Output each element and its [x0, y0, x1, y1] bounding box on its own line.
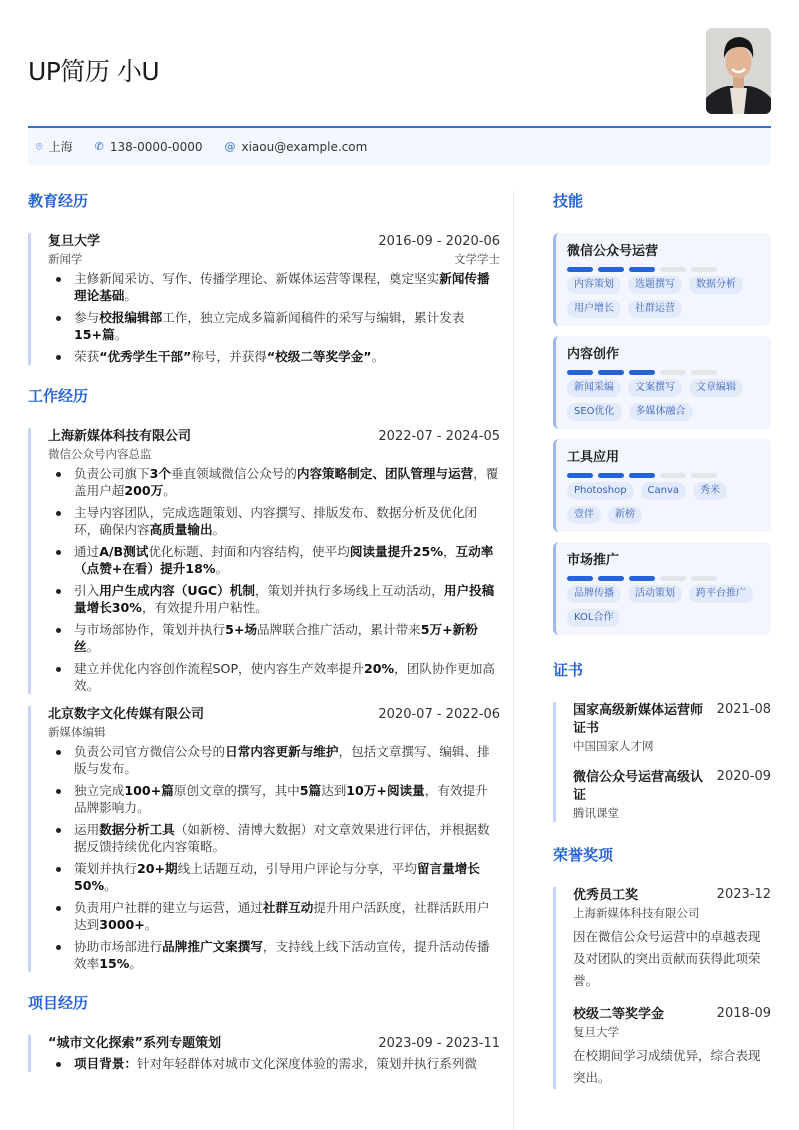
level-segment	[660, 576, 686, 581]
entry	[28, 1035, 500, 1072]
bold-text: 5+场	[225, 622, 258, 637]
item-issuer: 中国国家人才网	[573, 739, 654, 753]
entry-subheader	[48, 251, 500, 268]
skill-level-bar	[567, 267, 761, 272]
bold-text: “优秀学生干部”	[99, 349, 192, 364]
skill-tag: 选题撰写	[628, 276, 682, 294]
text: ，团队协作更加高效。	[74, 661, 495, 693]
bullet-list	[48, 1055, 500, 1072]
skill-tag: 壹伴	[567, 506, 601, 524]
section-title: 教育经历	[28, 192, 89, 210]
skill-tag: SEO优化	[567, 403, 622, 421]
entry-date: 2022-07 - 2024-05	[378, 429, 500, 444]
text: 负责用户社群的建立与运营，通过	[74, 900, 263, 915]
bold-text: 内容策略制定、团队管理与运营	[296, 466, 474, 481]
text: （如新榜、清博大数据）对文章效果进行评估，并根据数据反馈持续优化内容策略。	[74, 822, 490, 854]
entry-header	[48, 1035, 500, 1053]
skill-level-bar	[567, 370, 761, 375]
skill-tag: 内容策划	[567, 276, 621, 294]
level-segment	[691, 267, 717, 272]
level-segment	[691, 576, 717, 581]
bullet-item	[48, 465, 500, 499]
text: 原创文章的撰写，其中	[173, 783, 300, 798]
bold-text: 20+期	[136, 861, 178, 876]
bold-text: 5篇	[299, 783, 322, 798]
skill-tag: 新闻采编	[567, 379, 621, 397]
skill-tags	[567, 585, 761, 627]
bullet-item	[48, 860, 500, 894]
skill-tag: KOL合作	[567, 609, 620, 627]
bold-text: 项目背景：	[74, 1056, 137, 1071]
text: ，覆盖用户超	[74, 466, 499, 498]
level-segment	[629, 267, 655, 272]
skill-card	[553, 233, 771, 326]
bold-text: 15+篇	[74, 327, 115, 342]
award-item	[573, 1006, 771, 1089]
entry	[28, 233, 500, 365]
item-name: 校级二等奖学金	[573, 1007, 665, 1022]
section-title: 工作经历	[28, 387, 89, 405]
text: ，支持线上线下活动宣传，提升活动传播效率	[74, 939, 490, 971]
entry-date: 2020-07 - 2022-06	[378, 707, 500, 722]
bold-text: 用户生成内容（UGC）机制	[99, 583, 255, 598]
skill-tag: 用户增长	[567, 300, 621, 318]
text: 负责公司旗下	[74, 466, 150, 481]
entry-subheader	[48, 724, 500, 741]
level-segment	[567, 267, 593, 272]
resume-name: UP简历 小U	[28, 57, 160, 86]
level-segment	[629, 576, 655, 581]
bullet-item	[48, 899, 500, 933]
contact-bar	[28, 128, 771, 165]
level-segment	[598, 370, 624, 375]
text: 主导内容团队，完成选题策划、内容撰写、排版发布、数据分析及优化闭环，确保内容	[74, 505, 477, 537]
level-segment	[567, 370, 593, 375]
item-name: 优秀员工奖	[573, 888, 639, 903]
bold-text: 3000+	[99, 917, 145, 932]
level-segment	[567, 576, 593, 581]
bold-text: 社群互动	[262, 900, 314, 915]
text: 。	[114, 327, 128, 342]
bullet-list	[48, 270, 500, 365]
awards-section	[553, 844, 771, 1089]
item-header	[573, 769, 771, 805]
skill-name: 工具应用	[567, 450, 620, 465]
text: ，	[442, 544, 456, 559]
entry-name: 北京数字文化传媒有限公司	[48, 707, 205, 722]
item-header	[573, 887, 771, 905]
bullet-item	[48, 782, 500, 816]
bold-text: 留言量增长50%	[74, 861, 480, 893]
bullet-item	[48, 660, 500, 694]
left-column	[28, 190, 500, 1092]
item-description: 在校期间学习成绩优异，综合表现突出。	[573, 1048, 761, 1085]
text: 。	[215, 561, 229, 576]
bullet-item	[48, 743, 500, 777]
entry-name: “城市文化探索”系列专题策划	[48, 1036, 222, 1051]
entry	[28, 706, 500, 972]
award-item	[573, 887, 771, 992]
text: 荣获	[74, 349, 100, 364]
bold-text: 互动率（点赞+在看）提升18%	[74, 544, 494, 576]
bold-text: 品牌推广文案撰写	[162, 939, 263, 954]
item-date: 2021-08	[716, 702, 771, 717]
entry-date: 2023-09 - 2023-11	[378, 1036, 500, 1051]
text: 。	[124, 288, 137, 303]
skill-tag: 多媒体融合	[629, 403, 693, 421]
level-segment	[567, 473, 593, 478]
skill-card	[553, 336, 771, 429]
skill-tag: 品牌传播	[567, 585, 621, 603]
level-segment	[691, 473, 717, 478]
text: 独立完成	[74, 783, 125, 798]
phone-icon: ✆	[94, 140, 104, 153]
text: 线上话题互动，引导用户评论与分享，平均	[177, 861, 417, 876]
bold-text: 200万	[124, 483, 164, 498]
text: ，有效提升用户粘性。	[141, 600, 268, 615]
bold-text: 20%	[363, 661, 395, 676]
bullet-item	[48, 270, 500, 304]
level-segment	[660, 370, 686, 375]
skill-tag: 文案撰写	[628, 379, 682, 397]
entry-role: 新媒体编辑	[48, 725, 106, 739]
item-name: 国家高级新媒体运营师证书	[573, 703, 704, 736]
text: 通过	[74, 544, 100, 559]
bold-text: 3个	[149, 466, 171, 481]
certificate-item	[573, 769, 771, 822]
text: 提升用户活跃度，社群活跃用户达到	[74, 900, 490, 932]
text: 。	[129, 956, 142, 971]
text: 参与	[74, 310, 100, 325]
entry-subheader	[48, 446, 500, 463]
section-title: 证书	[553, 661, 584, 679]
skill-tag: 活动策划	[628, 585, 682, 603]
entry-header	[48, 233, 500, 251]
bold-text: 用户投稿量增长30%	[74, 583, 495, 615]
text: 主修新闻采访、写作、传播学理论、新媒体运营等课程，奠定坚实	[74, 271, 440, 286]
bullet-item	[48, 504, 500, 538]
level-segment	[629, 473, 655, 478]
text: 。	[104, 878, 117, 893]
bullet-item	[48, 543, 500, 577]
text: 引入	[74, 583, 100, 598]
text: 协助市场部进行	[74, 939, 163, 954]
skill-tags	[567, 276, 761, 318]
level-segment	[660, 267, 686, 272]
text: ，策划并执行多场线上互动活动，	[254, 583, 444, 598]
entry-date: 2016-09 - 2020-06	[378, 234, 500, 249]
certificate-item	[573, 702, 771, 755]
level-segment	[598, 267, 624, 272]
entry-name: 上海新媒体科技有限公司	[48, 429, 192, 444]
bold-text: 5万+新粉丝	[74, 622, 478, 654]
entry-degree: 文学学士	[454, 252, 500, 266]
text: 针对年轻群体对城市文化深度体验的需求，策划并执行系列微	[136, 1056, 477, 1071]
section-title: 技能	[553, 192, 584, 210]
skill-tag: 数据分析	[689, 276, 743, 294]
bold-text: 校报编辑部	[99, 310, 163, 325]
skill-tag: 秀米	[693, 482, 727, 500]
bullet-item	[48, 621, 500, 655]
bullet-item	[48, 1055, 500, 1072]
entry-role: 新闻学	[48, 252, 83, 266]
item-date: 2020-09	[716, 769, 771, 784]
skill-name: 内容创作	[567, 347, 620, 362]
text: 称号，并获得	[191, 349, 267, 364]
item-issuer: 复旦大学	[573, 1025, 619, 1039]
text: 达到	[321, 783, 347, 798]
section-title: 项目经历	[28, 994, 89, 1012]
skill-tags	[567, 482, 761, 524]
bold-text: 10万+阅读量	[346, 783, 425, 798]
skill-tag: Canva	[641, 482, 687, 500]
bullet-item	[48, 348, 500, 365]
text: 品牌联合推广活动，累计带来	[257, 622, 421, 637]
bullet-list	[48, 465, 500, 694]
skill-name: 市场推广	[567, 553, 620, 568]
skill-tags	[567, 379, 761, 421]
location: 上海	[48, 140, 73, 154]
bold-text: 100+篇	[124, 783, 174, 798]
text: ，包括文章撰写、编辑、排版与发布。	[74, 744, 490, 776]
text: 策划并执行	[74, 861, 137, 876]
item-date: 2018-09	[716, 1006, 771, 1021]
text: 。	[163, 483, 176, 498]
bullet-item	[48, 821, 500, 855]
bold-text: 高质量输出	[149, 522, 213, 537]
level-segment	[598, 473, 624, 478]
entry	[28, 428, 500, 694]
text: 垂直领域微信公众号的	[170, 466, 297, 481]
entry-header	[48, 428, 500, 446]
phone[interactable]: 138-0000-0000	[109, 139, 203, 154]
item-date: 2023-12	[716, 887, 771, 902]
bold-text: 新闻传播理论基础	[74, 271, 490, 303]
text: 。	[144, 917, 158, 932]
column-divider	[513, 190, 514, 1130]
level-segment	[598, 576, 624, 581]
level-segment	[691, 370, 717, 375]
item-issuer: 上海新媒体科技有限公司	[573, 906, 700, 920]
text: 。	[371, 349, 385, 364]
skill-name: 微信公众号运营	[567, 244, 659, 259]
text: 建立并优化内容创作流程SOP，使内容生产效率提升	[74, 661, 364, 676]
level-segment	[660, 473, 686, 478]
bold-text: A/B测试	[99, 544, 149, 559]
skill-level-bar	[567, 473, 761, 478]
bullet-item	[48, 309, 500, 343]
work-section	[28, 385, 500, 972]
section-title: 荣誉奖项	[553, 846, 614, 864]
level-segment	[629, 370, 655, 375]
skill-level-bar	[567, 576, 761, 581]
certificates-section	[553, 659, 771, 822]
bullet-item	[48, 938, 500, 972]
bullet-item	[48, 582, 500, 616]
bold-text: 数据分析工具	[99, 822, 175, 837]
text: 。	[212, 522, 226, 537]
email-icon: @	[224, 140, 236, 153]
location-pin-icon: ⌾	[36, 139, 43, 153]
bold-text: 日常内容更新与维护	[225, 744, 339, 759]
text: ，有效提升品牌影响力。	[74, 783, 488, 815]
item-name: 微信公众号运营高级认证	[573, 770, 704, 803]
text: 运用	[74, 822, 100, 837]
text: 。	[86, 639, 100, 654]
item-header	[573, 702, 771, 738]
bold-text: “校级二等奖学金”	[266, 349, 372, 364]
skill-tag: 社群运营	[628, 300, 682, 318]
bullet-list	[48, 743, 500, 972]
education-section	[28, 190, 500, 365]
entry-name: 复旦大学	[48, 234, 101, 249]
text: 工作，独立完成多篇新闻稿件的采写与编辑，累计发表	[162, 310, 465, 325]
skill-card	[553, 439, 771, 532]
skills-section	[553, 190, 771, 635]
item-header	[573, 1006, 771, 1024]
skill-tag: 新榜	[608, 506, 642, 524]
text: 优化标题、封面和内容结构，使平均	[148, 544, 350, 559]
email[interactable]: xiaou@example.com	[241, 139, 368, 154]
skill-tag: Photoshop	[567, 482, 634, 500]
bold-text: 15%	[99, 956, 130, 971]
skill-card	[553, 542, 771, 635]
skill-tag: 文章编辑	[689, 379, 743, 397]
profile-photo	[706, 28, 771, 114]
bold-text: 阅读量提升25%	[349, 544, 443, 559]
text: 负责公司官方微信公众号的	[74, 744, 226, 759]
skill-tag: 跨平台推广	[689, 585, 753, 603]
item-issuer: 腾讯课堂	[573, 806, 619, 820]
item-description: 因在微信公众号运营中的卓越表现及对团队的突出贡献而获得此项荣誉。	[573, 929, 761, 988]
projects-section	[28, 992, 500, 1072]
text: 与市场部协作，策划并执行	[74, 622, 226, 637]
right-column	[553, 190, 771, 1109]
entry-role: 微信公众号内容总监	[48, 447, 152, 461]
entry-header	[48, 706, 500, 724]
